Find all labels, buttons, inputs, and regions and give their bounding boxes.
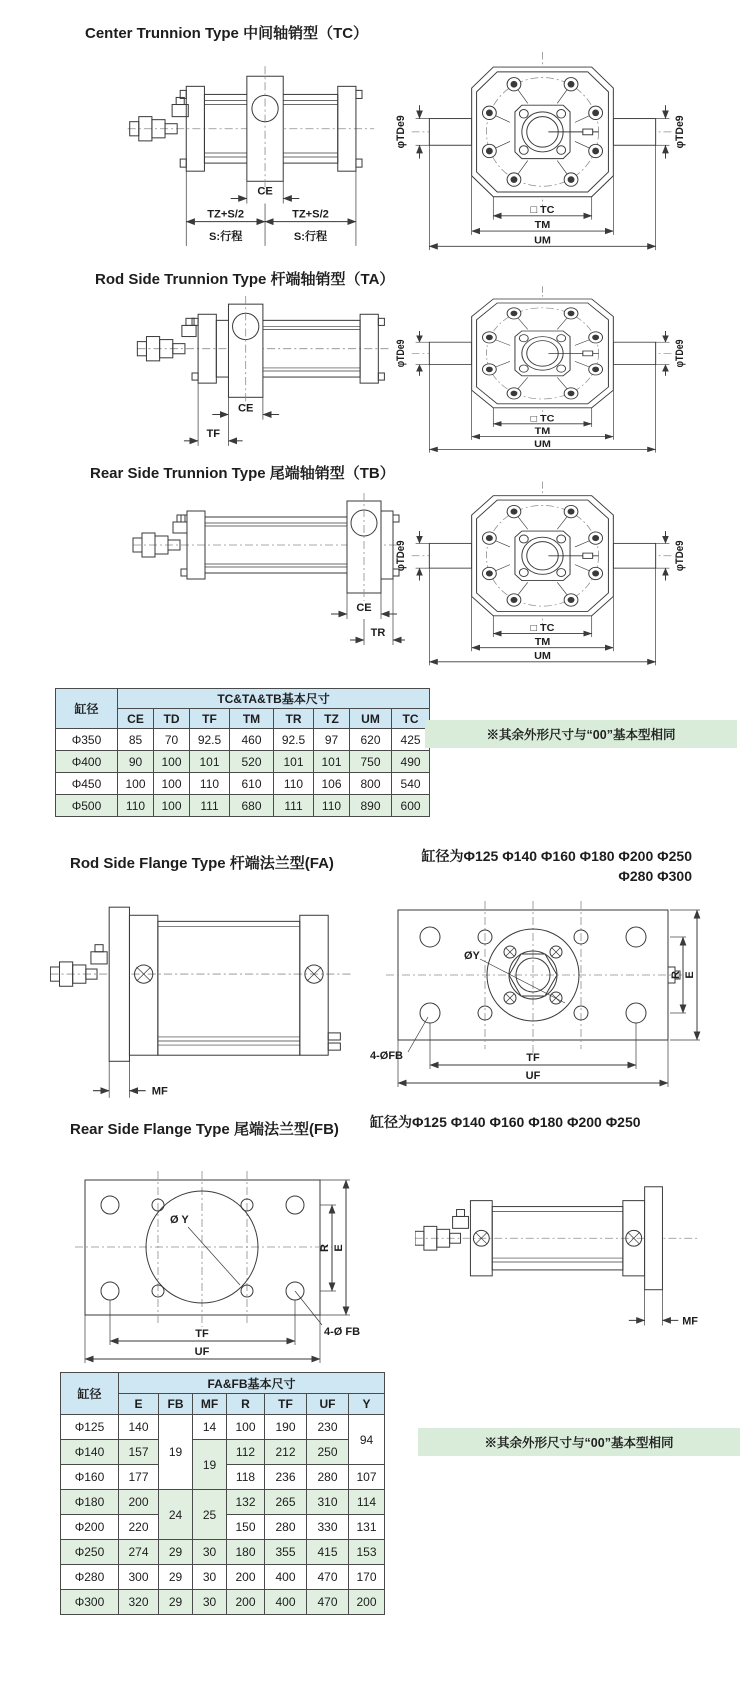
cell: 106 xyxy=(314,773,350,795)
dim-label-stroke-right: S:行程 xyxy=(293,230,328,243)
dim-label-e: E xyxy=(684,971,696,979)
cell: 100 xyxy=(154,773,190,795)
cell: 620 xyxy=(350,729,392,751)
cell: 110 xyxy=(314,795,350,817)
cell: 415 xyxy=(307,1540,349,1565)
dim-label-tm: TM xyxy=(534,219,551,232)
cell: 110 xyxy=(190,773,230,795)
cell: 280 xyxy=(265,1515,307,1540)
dim-label-um: UM xyxy=(534,234,551,247)
ta-side-view-drawing xyxy=(135,292,407,454)
cell: 520 xyxy=(230,751,274,773)
cell: 112 xyxy=(227,1440,265,1465)
cell: 30 xyxy=(193,1540,227,1565)
section-title-fa: Rod Side Flange Type 杆端法兰型(FA) xyxy=(70,855,334,872)
dim-label-tm: TM xyxy=(534,637,551,648)
cell: 212 xyxy=(265,1440,307,1465)
dim-label-td-left: φTDe9 xyxy=(394,115,407,149)
dim-label-tf: TF xyxy=(195,1328,209,1340)
cell: 200 xyxy=(119,1490,159,1515)
cell: 114 xyxy=(349,1490,385,1515)
cell: 230 xyxy=(307,1415,349,1440)
cell: 132 xyxy=(227,1490,265,1515)
column-header: TZ xyxy=(314,709,350,729)
cell: 100 xyxy=(154,751,190,773)
table-header-row xyxy=(56,689,430,709)
cell: 85 xyxy=(118,729,154,751)
cell: Φ125 xyxy=(61,1415,119,1440)
cell: 110 xyxy=(118,795,154,817)
dim-label-tf: TF xyxy=(206,427,221,440)
cell: 400 xyxy=(265,1590,307,1615)
cell: 101 xyxy=(190,751,230,773)
cell: 150 xyxy=(227,1515,265,1540)
tb-side-view-drawing xyxy=(125,487,405,657)
cell: 92.5 xyxy=(190,729,230,751)
cell: 600 xyxy=(392,795,430,817)
dim-label-ce: CE xyxy=(356,602,372,614)
cell: 118 xyxy=(227,1465,265,1490)
dim-label-td-right: φTDe9 xyxy=(674,115,687,149)
cell: 131 xyxy=(349,1515,385,1540)
section-title-tb: Rear Side Trunnion Type 尾端轴销型（TB） xyxy=(90,465,395,482)
dim-label-4fb: 4-Ø FB xyxy=(324,1326,361,1338)
cell: Φ400 xyxy=(56,751,118,773)
cell: 140 xyxy=(119,1415,159,1440)
column-header: FB xyxy=(159,1394,193,1415)
dim-label-stroke-left: S:行程 xyxy=(208,230,243,243)
fa-front-view-drawing xyxy=(368,895,703,1105)
fa-bore-list xyxy=(368,846,692,886)
dim-label-tc-square: □ TC xyxy=(530,623,555,634)
table-row xyxy=(61,1540,385,1565)
cell: 460 xyxy=(230,729,274,751)
cell: 274 xyxy=(119,1540,159,1565)
cell: 111 xyxy=(274,795,314,817)
cell: 153 xyxy=(349,1540,385,1565)
note-same-as-basic-type-1: ※其余外形尺寸与“00”基本型相同 xyxy=(425,720,737,748)
cell: 94 xyxy=(349,1415,385,1465)
dim-label-tr: TR xyxy=(370,627,386,639)
cell: 680 xyxy=(230,795,274,817)
fa-fb-dimension-table xyxy=(60,1372,385,1615)
column-header: MF xyxy=(193,1394,227,1415)
cell: 310 xyxy=(307,1490,349,1515)
column-header: TC xyxy=(392,709,430,729)
table-row xyxy=(61,1490,385,1515)
cell: 200 xyxy=(349,1590,385,1615)
table2-bore-header: 缸径 xyxy=(61,1373,119,1415)
fb-bore-list xyxy=(370,1112,690,1132)
cell: 236 xyxy=(265,1465,307,1490)
cell: 29 xyxy=(159,1590,193,1615)
table-row xyxy=(61,1565,385,1590)
cell: Φ450 xyxy=(56,773,118,795)
column-header: Y xyxy=(349,1394,385,1415)
cell: Φ280 xyxy=(61,1565,119,1590)
tb-end-view-drawing xyxy=(390,478,695,668)
cell: Φ160 xyxy=(61,1465,119,1490)
cell: 30 xyxy=(193,1565,227,1590)
table-row xyxy=(56,729,430,751)
cell: Φ200 xyxy=(61,1515,119,1540)
cell: 100 xyxy=(154,795,190,817)
dim-label-uf: UF xyxy=(525,1070,541,1082)
dim-label-r: R xyxy=(319,1244,331,1252)
cell: 250 xyxy=(307,1440,349,1465)
cell: 320 xyxy=(119,1590,159,1615)
table-row xyxy=(61,1415,385,1440)
table1-group-header: TC&TA&TB基本尺寸 xyxy=(118,689,430,709)
dim-label-4fb: 4-ØFB xyxy=(370,1050,403,1062)
dim-label-mf: MF xyxy=(682,1315,698,1328)
dim-label-tz-right: TZ+S/2 xyxy=(292,208,329,221)
column-header: TD xyxy=(154,709,190,729)
cell: 330 xyxy=(307,1515,349,1540)
cell: 92.5 xyxy=(274,729,314,751)
cell: 14 xyxy=(193,1415,227,1440)
cell: 90 xyxy=(118,751,154,773)
section-title-fb: Rear Side Flange Type 尾端法兰型(FB) xyxy=(70,1121,339,1138)
cell: 355 xyxy=(265,1540,307,1565)
table-row xyxy=(56,773,430,795)
tc-ta-tb-dimension-table xyxy=(55,688,430,817)
cell: 265 xyxy=(265,1490,307,1515)
cell: 100 xyxy=(227,1415,265,1440)
dim-label-um: UM xyxy=(534,439,551,450)
cell: 24 xyxy=(159,1490,193,1540)
cell: 107 xyxy=(349,1465,385,1490)
dim-label-e: E xyxy=(333,1244,345,1252)
column-header: TF xyxy=(190,709,230,729)
cell: 200 xyxy=(227,1565,265,1590)
dim-label-tc-square: □ TC xyxy=(530,204,555,216)
cell: 19 xyxy=(193,1440,227,1490)
cell: Φ300 xyxy=(61,1590,119,1615)
cell: 157 xyxy=(119,1440,159,1465)
cell: 110 xyxy=(274,773,314,795)
fa-side-view-drawing xyxy=(50,895,360,1113)
cell: 200 xyxy=(227,1590,265,1615)
dim-label-oy: Ø Y xyxy=(170,1214,189,1226)
table2-group-header: FA&FB基本尺寸 xyxy=(119,1373,385,1394)
dim-label-uf: UF xyxy=(194,1346,210,1358)
cell: 101 xyxy=(314,751,350,773)
cell: 29 xyxy=(159,1565,193,1590)
cell: 220 xyxy=(119,1515,159,1540)
dim-label-mf: MF xyxy=(151,1085,168,1098)
dim-label-tf: TF xyxy=(526,1052,540,1064)
cell: 19 xyxy=(159,1415,193,1490)
cell: 890 xyxy=(350,795,392,817)
cell: 800 xyxy=(350,773,392,795)
dim-label-oy: ØY xyxy=(464,950,480,962)
column-header: TM xyxy=(230,709,274,729)
ta-end-view-drawing xyxy=(390,283,695,455)
cell: 180 xyxy=(227,1540,265,1565)
cell: 190 xyxy=(265,1415,307,1440)
dim-label-ce: CE xyxy=(237,402,254,415)
cell: 170 xyxy=(349,1565,385,1590)
cell: Φ180 xyxy=(61,1490,119,1515)
cell: 101 xyxy=(274,751,314,773)
cell: 300 xyxy=(119,1565,159,1590)
cell: 400 xyxy=(265,1565,307,1590)
cell: Φ250 xyxy=(61,1540,119,1565)
dim-label-tc-square: □ TC xyxy=(530,414,555,425)
cell: 29 xyxy=(159,1540,193,1565)
cell: 610 xyxy=(230,773,274,795)
column-header: TF xyxy=(265,1394,307,1415)
tc-side-view-drawing xyxy=(125,52,397,254)
table-row xyxy=(56,795,430,817)
cell: 100 xyxy=(118,773,154,795)
dim-label-td-right: φTDe9 xyxy=(674,339,687,368)
cell: Φ350 xyxy=(56,729,118,751)
cell: 70 xyxy=(154,729,190,751)
column-header: CE xyxy=(118,709,154,729)
fb-front-view-drawing xyxy=(70,1165,370,1377)
cell: 177 xyxy=(119,1465,159,1490)
note-same-as-basic-type-2: ※其余外形尺寸与“00”基本型相同 xyxy=(418,1428,740,1456)
cell: Φ140 xyxy=(61,1440,119,1465)
section-title-ta: Rod Side Trunnion Type 杆端轴销型（TA） xyxy=(95,271,395,288)
table-row xyxy=(61,1590,385,1615)
cell: 750 xyxy=(350,751,392,773)
table-row xyxy=(61,1440,385,1465)
dim-label-r: R xyxy=(670,971,682,979)
cell: 540 xyxy=(392,773,430,795)
fa-bore-line1: 缸径为Φ125 Φ140 Φ160 Φ180 Φ200 Φ250 xyxy=(421,848,692,864)
dim-label-td-left: φTDe9 xyxy=(395,540,407,572)
dim-label-um: UM xyxy=(534,651,551,662)
cell: 470 xyxy=(307,1590,349,1615)
cell: 97 xyxy=(314,729,350,751)
fa-bore-line2: Φ280 Φ300 xyxy=(618,868,692,884)
dim-label-td-left: φTDe9 xyxy=(394,339,408,368)
dim-label-tm: TM xyxy=(534,427,551,437)
cell: 30 xyxy=(193,1590,227,1615)
cell: 490 xyxy=(392,751,430,773)
fb-side-view-drawing xyxy=(415,1178,707,1346)
column-header: UM xyxy=(350,709,392,729)
tc-end-view-drawing xyxy=(390,48,695,253)
dim-label-td-right: φTDe9 xyxy=(674,540,687,572)
table-header-row xyxy=(61,1373,385,1394)
column-header: E xyxy=(119,1394,159,1415)
column-header: TR xyxy=(274,709,314,729)
cell: 470 xyxy=(307,1565,349,1590)
column-header: R xyxy=(227,1394,265,1415)
table-row xyxy=(56,751,430,773)
dim-label-tz-left: TZ+S/2 xyxy=(207,208,245,221)
table1-bore-header: 缸径 xyxy=(56,689,118,729)
section-title-tc: Center Trunnion Type 中间轴销型（TC） xyxy=(85,25,369,42)
fb-bore-line1: 缸径为Φ125 Φ140 Φ160 Φ180 Φ200 Φ250 xyxy=(370,1114,641,1130)
cell: Φ500 xyxy=(56,795,118,817)
cell: 111 xyxy=(190,795,230,817)
dim-label-ce: CE xyxy=(257,185,273,198)
cell: 25 xyxy=(193,1490,227,1540)
cell: 425 xyxy=(392,729,430,751)
cell: 280 xyxy=(307,1465,349,1490)
column-header: UF xyxy=(307,1394,349,1415)
